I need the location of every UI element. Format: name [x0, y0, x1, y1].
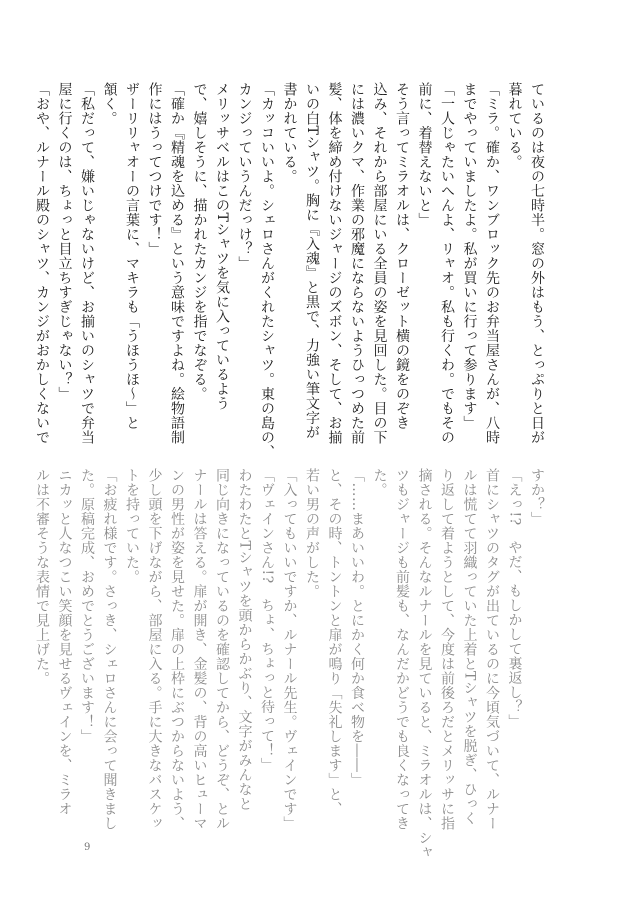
text-line: までやっていましたよ。私が買いに行って参ります」: [461, 82, 478, 430]
text-line: 屋に行くのは、ちょっと目立ちすぎじゃない？」: [56, 82, 73, 401]
text-line: 「入ってもいいですか、ルナール先生。ヴェインです」: [281, 468, 298, 831]
text-line: 「お疲れ様です。さっき、シェロさんに会って聞きまし: [101, 468, 118, 831]
text-line: 作にはうってつけです！」: [146, 82, 163, 256]
text-line: ルは慌てて羽織っていた上着とTシャツを脱ぎ、ひっく: [461, 468, 478, 826]
text-line: 若い男の声がした。: [304, 468, 320, 599]
text-line: 込み、それから部屋にいる全員の姿を見回した。目の下: [371, 82, 388, 445]
upper-text-block: [31, 82, 549, 459]
text-line: と、その時、トントンと扉が鳴り「失礼します」と、: [326, 468, 343, 816]
text-line: 頷く。: [101, 82, 118, 126]
text-line: 首にシャツのタグが出ているのに今頃気づいて、ルナー: [484, 468, 500, 831]
text-line: 「一人じゃたいへんよ、リャオ。私も行くわ。でもその: [439, 82, 455, 445]
text-line: ツもジャージも前髪も、なんだかどうでも良くなってき: [394, 468, 410, 831]
text-line: た。: [371, 468, 388, 497]
text-line: ナールは答える。扉が開き、金髪の、背の高いヒューマ: [191, 468, 208, 831]
text-line: わたわたとTシャツを頭からかぶり、文字がみんなと: [236, 468, 253, 812]
text-line: 摘される。そんなルナールを見ていると、ミラオルは、シャ: [416, 468, 433, 860]
lower-text-block: [31, 468, 549, 860]
text-line: カンジっていうんだっけ？」: [236, 82, 253, 271]
text-line: いの白Tシャツ。胸に『入魂』と黒で、力強い筆文字が: [304, 82, 320, 440]
text-line: すか？」: [529, 468, 545, 526]
text-line: 少し頭を下げながら、部屋に入る。手に大きなバスケッ: [146, 468, 163, 831]
text-line: メリッサベルはこのTシャツを気に入っているよう: [214, 82, 230, 411]
page-number: 9: [84, 842, 91, 853]
text-line: ルは不審そうな表情で見上げた。: [34, 468, 50, 686]
text-line: 「確か『精魂を込める』という意味ですよね。絵物語制: [169, 82, 185, 445]
text-line: た。原稿完成、おめでとうございます！」: [79, 468, 95, 744]
text-line: 「カッコいいよ。シェロさんがくれたシャツ。東の島の、: [259, 82, 275, 459]
text-line: ンの男性が姿を見せた。扉の上枠にぶつからないよう、: [169, 468, 185, 831]
text-line: そう言ってミラオルは、クローゼット横の鏡をのぞき: [394, 82, 410, 430]
text-line: ザーリリャオーの言葉に、マキラも「うほうほ～」と: [124, 82, 140, 430]
text-line: 暮れている。: [506, 82, 523, 169]
text-line: 前に、着替えないと」: [416, 82, 433, 227]
text-line: トを持っていた。: [124, 468, 140, 584]
text-line: 髪、体を締め付けないジャージのズボン、そして、お揃: [326, 82, 343, 445]
text-line: 「ミラ。確か、ワンブロック先のお弁当屋さんが、八時: [484, 82, 500, 445]
text-line: で、嬉しそうに、描かれたカンジを指でなぞる。: [191, 82, 208, 401]
text-line: 「ヴェインさん!? ちょ、ちょっと待って！」: [259, 468, 275, 773]
text-line: 「おや、ルナール殿のシャツ、カンジがおかしくないで: [34, 82, 50, 445]
text-line: ているのは夜の七時半。窓の外はもう、とっぷりと日が: [529, 82, 545, 445]
text-line: には濃いクマ、作業の邪魔にならないようひっつめた前: [349, 82, 365, 445]
text-line: 書かれている。: [281, 82, 298, 184]
text-line: ニカッと人なつこい笑顔を見せるヴェインを、ミラオ: [56, 468, 73, 816]
text-line: 「私だって、嫌いじゃないけど、お揃いのシャツで弁当: [79, 82, 95, 445]
text-line: 「……まあいいわ。とにかく何か食べ物を――」: [349, 468, 365, 787]
text-line: り返して着ようとして、今度は前後ろだとメリッサに指: [439, 468, 455, 831]
text-line: 「えっ!? やだ、もしかして裏返し？」: [506, 468, 523, 729]
text-line: 同じ向きになっているのを確認してから、どうぞ、とル: [214, 468, 230, 831]
